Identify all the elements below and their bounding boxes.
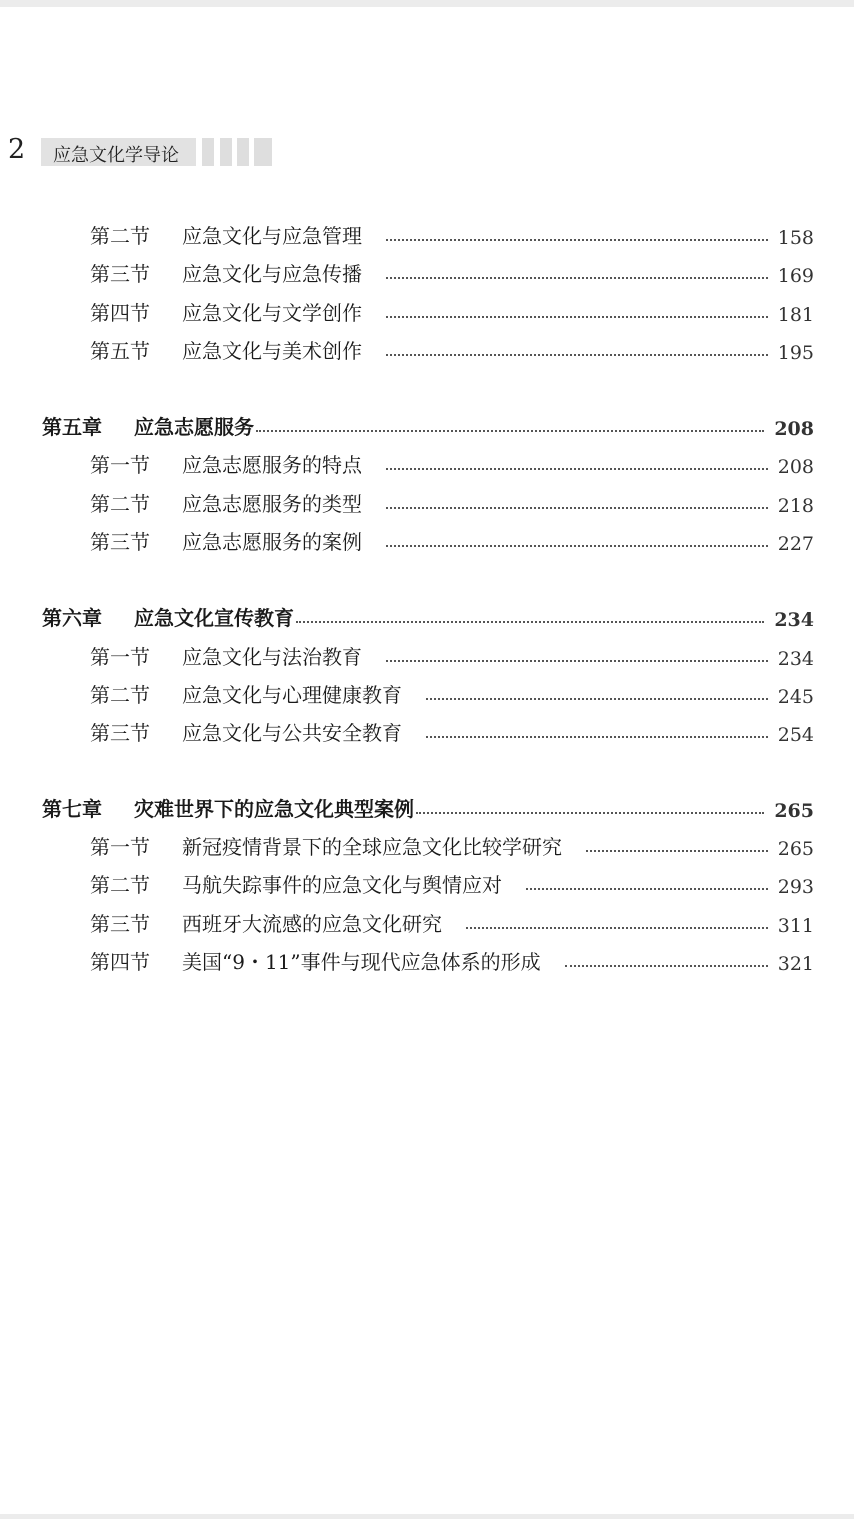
toc-section-row bbox=[90, 830, 814, 860]
toc-chapter-row bbox=[42, 601, 814, 631]
dot-leader bbox=[466, 927, 768, 929]
toc-section-row bbox=[90, 296, 814, 326]
dot-leader bbox=[386, 316, 768, 318]
toc-entry-title: 西班牙大流感的应急文化研究 bbox=[182, 912, 442, 936]
page-number: 2 bbox=[8, 134, 26, 165]
toc-entry-page: 234 bbox=[777, 648, 814, 670]
toc-entry-label bbox=[90, 449, 362, 478]
toc-section-row bbox=[90, 334, 814, 364]
toc-entry-page: 321 bbox=[777, 953, 814, 975]
toc-entry-title: 应急文化与文学创作 bbox=[182, 301, 362, 325]
toc-section-row bbox=[90, 716, 814, 746]
toc-section-row bbox=[90, 945, 814, 975]
toc-section-row bbox=[90, 487, 814, 517]
toc-entry-number: 第二节 bbox=[90, 873, 150, 897]
toc-entry-page: 265 bbox=[777, 838, 814, 860]
toc-chapter-row bbox=[42, 410, 814, 440]
toc-entry-label bbox=[90, 946, 541, 975]
toc-entry-page: 254 bbox=[777, 724, 814, 746]
toc-entry-page: 181 bbox=[777, 304, 814, 326]
toc-entry-title: 马航失踪事件的应急文化与舆情应对 bbox=[182, 873, 502, 897]
toc-entry-page: 218 bbox=[777, 495, 814, 517]
bottom-edge-band bbox=[0, 1514, 854, 1519]
toc-entry-label bbox=[42, 602, 294, 631]
toc-entry-title: 新冠疫情背景下的全球应急文化比较学研究 bbox=[182, 835, 562, 859]
toc-entry-title: 应急志愿服务的类型 bbox=[182, 492, 362, 516]
top-edge-band bbox=[0, 0, 854, 7]
toc-section-row bbox=[90, 448, 814, 478]
dot-leader bbox=[426, 736, 768, 738]
toc-entry-page: 195 bbox=[777, 342, 814, 364]
toc-entry-label bbox=[90, 297, 362, 326]
dot-leader bbox=[386, 507, 768, 509]
toc-entry-number: 第三节 bbox=[90, 721, 150, 745]
toc-entry-label bbox=[90, 488, 362, 517]
dot-leader bbox=[386, 660, 768, 662]
toc-entry-number: 第五章 bbox=[42, 415, 102, 439]
toc-entry-title: 应急志愿服务的特点 bbox=[182, 453, 362, 477]
toc-entry-label bbox=[90, 869, 502, 898]
toc-section-row bbox=[90, 868, 814, 898]
toc-entry-number: 第三节 bbox=[90, 262, 150, 286]
toc-entry-page: 169 bbox=[777, 265, 814, 287]
toc-entry-page: 245 bbox=[777, 686, 814, 708]
toc-entry-title: 应急文化与心理健康教育 bbox=[182, 683, 402, 707]
book-title-box bbox=[41, 138, 196, 166]
toc-entry-label bbox=[90, 717, 402, 746]
book-title: 应急文化学导论 bbox=[53, 145, 179, 166]
dot-leader bbox=[256, 430, 764, 432]
toc-section-row bbox=[90, 257, 814, 287]
toc-entry-title: 应急文化与法治教育 bbox=[182, 645, 362, 669]
toc-entry-title: 应急文化与应急管理 bbox=[182, 224, 362, 248]
toc-section-row bbox=[90, 219, 814, 249]
toc-entry-number: 第一节 bbox=[90, 835, 150, 859]
toc-entry-label bbox=[42, 793, 414, 822]
toc-entry-label bbox=[90, 831, 562, 860]
toc-entry-page: 227 bbox=[777, 533, 814, 555]
toc-entry-number: 第二节 bbox=[90, 683, 150, 707]
toc-entry-title: 应急文化宣传教育 bbox=[134, 606, 294, 630]
toc-entry-title: 灾难世界下的应急文化典型案例 bbox=[134, 797, 414, 821]
toc-entry-number: 第五节 bbox=[90, 339, 150, 363]
toc-entry-title: 美国“9・11”事件与现代应急体系的形成 bbox=[182, 950, 541, 974]
toc-section-row bbox=[90, 678, 814, 708]
toc-entry-number: 第三节 bbox=[90, 530, 150, 554]
dot-leader bbox=[386, 468, 768, 470]
toc-entry-number: 第七章 bbox=[42, 797, 102, 821]
running-header bbox=[0, 136, 300, 168]
toc-entry-label bbox=[90, 220, 362, 249]
toc-entry-page: 265 bbox=[774, 800, 814, 822]
toc-entry-number: 第二节 bbox=[90, 492, 150, 516]
dot-leader bbox=[416, 812, 764, 814]
dot-leader bbox=[386, 354, 768, 356]
header-decor-bar bbox=[254, 138, 272, 166]
toc-section-row bbox=[90, 525, 814, 555]
toc-section-row bbox=[90, 907, 814, 937]
toc-entry-label bbox=[90, 335, 362, 364]
dot-leader bbox=[386, 239, 768, 241]
dot-leader bbox=[526, 888, 768, 890]
dot-leader bbox=[586, 850, 768, 852]
toc-chapter-row bbox=[42, 792, 814, 822]
toc-entry-label bbox=[90, 641, 362, 670]
header-decor-bar bbox=[202, 138, 214, 166]
toc-entry-page: 234 bbox=[774, 609, 814, 631]
toc-entry-label bbox=[90, 258, 362, 287]
toc-entry-page: 311 bbox=[777, 915, 814, 937]
dot-leader bbox=[386, 545, 768, 547]
toc-entry-page: 208 bbox=[777, 456, 814, 478]
toc-entry-title: 应急志愿服务的案例 bbox=[182, 530, 362, 554]
header-decor-bar bbox=[220, 138, 232, 166]
dot-leader bbox=[565, 965, 768, 967]
toc-entry-label bbox=[90, 526, 362, 555]
toc-entry-label bbox=[90, 908, 442, 937]
toc-entry-page: 208 bbox=[774, 418, 814, 440]
dot-leader bbox=[426, 698, 768, 700]
dot-leader bbox=[386, 277, 768, 279]
toc-entry-number: 第三节 bbox=[90, 912, 150, 936]
toc-entry-number: 第一节 bbox=[90, 453, 150, 477]
toc-entry-page: 158 bbox=[777, 227, 814, 249]
toc-entry-page: 293 bbox=[777, 876, 814, 898]
toc-entry-number: 第四节 bbox=[90, 301, 150, 325]
header-decor-bar bbox=[237, 138, 249, 166]
toc-entry-title: 应急志愿服务 bbox=[134, 415, 254, 439]
dot-leader bbox=[296, 621, 764, 623]
toc-entry-title: 应急文化与美术创作 bbox=[182, 339, 362, 363]
toc-entry-title: 应急文化与应急传播 bbox=[182, 262, 362, 286]
toc-entry-number: 第二节 bbox=[90, 224, 150, 248]
toc-entry-number: 第一节 bbox=[90, 645, 150, 669]
toc-entry-label bbox=[90, 679, 402, 708]
toc-entry-label bbox=[42, 411, 254, 440]
toc-section-row bbox=[90, 640, 814, 670]
toc-entry-title: 应急文化与公共安全教育 bbox=[182, 721, 402, 745]
toc-entry-number: 第四节 bbox=[90, 950, 150, 974]
toc-entry-number: 第六章 bbox=[42, 606, 102, 630]
